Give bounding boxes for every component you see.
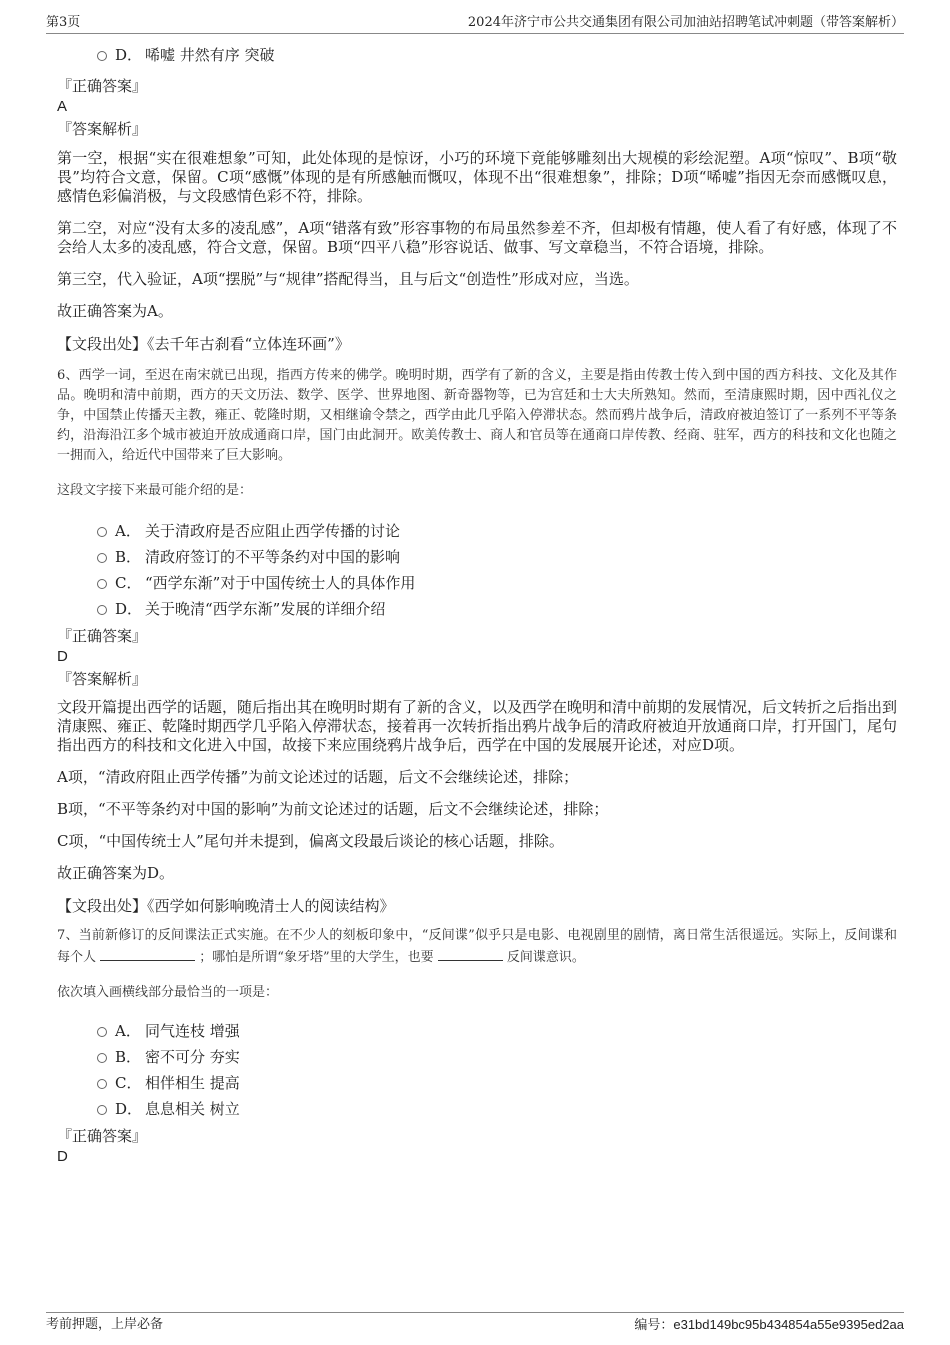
analysis-paragraph: 第三空，代入验证，A项“摆脱”与“规律”搭配得当，且与后文“创造性”形成对应，当选。 [57,270,639,288]
analysis-paragraph: 第二空，对应“没有太多的凌乱感”，A项“错落有致”形容事物的布局虽然参差不齐，但却极有情趣，使人看了有好感，体现了不会给人太多的凌乱感，符合文意，保留。B项“四平八稳”形容说话、做事、写文章稳当，不符合语境，排除。 [57,219,897,256]
option-text: 清政府签订的不平等条约对中国的影响 [145,548,401,566]
option-letter: B． [115,1048,142,1066]
option-letter: D． [115,1100,143,1118]
correct-answer: A [57,98,68,115]
analysis-paragraph: B项，“不平等条约对中国的影响”为前文论述过的话题，后文不会继续论述，排除； [57,800,609,818]
analysis-paragraph: 故正确答案为D。 [57,864,175,882]
question-stem: 7、当前新修订的反间谍法正式实施。在不少人的刻板印象中，“反间谍”似乎只是电影、电视剧里的剧情，离日常生活很遥远。实际上，反间谍和每个人 ；哪怕是所谓“象牙塔”里的大学生，也要 反间谍意识。 [57,928,897,965]
option-letter: B． [115,548,142,566]
fill-blank [100,946,195,961]
option-text: 密不可分 夯实 [145,1048,240,1066]
analysis-paragraph: 第一空，根据“实在很难想象”可知，此处体现的是惊讶，小巧的环境下竟能够雕刻出大规模的彩绘泥塑。A项“惊叹”、B项“敬畏”均符合文意，保留。C项“感慨”体现的是有所感触而慨叹，体现不出“很难想象”，排除；D项“唏嘘”指因无奈而感慨叹息，感情色彩偏消极，与文段感情色彩不符，排除。 [57,149,897,205]
analysis-paragraph: 故正确答案为A。 [57,302,173,320]
q5-option-d[interactable] [57,42,897,68]
q7-option-a[interactable] [57,1018,897,1044]
analysis-paragraph: 文段开篇提出西学的话题，随后指出其在晚明时期有了新的含义，以及西学在晚明和清中前期的发展情况，后文转折之后指出到清康熙、雍正、乾隆时期西学几乎陷入停滞状态，接着再一次转折指出鸦片战争后的清政府被迫开放通商口岸，打开国门，尾句指出西方的科技和文化进入中国，故接下来应围绕鸦片战争后，西学在中国的发展展开论述，对应D项。 [57,698,898,754]
question-prompt: 依次填入画横线部分最恰当的一项是： [57,985,279,1000]
radio-icon[interactable] [97,1027,107,1037]
option-text: 相伴相生 提高 [145,1074,240,1092]
options-list [57,1018,897,1122]
option-letter: D． [115,46,143,64]
radio-icon[interactable] [97,51,107,61]
footer-slogan: 考前押题，上岸必备 [46,1317,164,1332]
analysis-paragraph: A项，“清政府阻止西学传播”为前文论述过的话题，后文不会继续论述，排除； [57,768,579,786]
answer-label: 『正确答案』 [57,627,148,645]
document-title: 2024年济宁市公共交通集团有限公司加油站招聘笔试冲刺题（带答案解析） [467,15,904,30]
document-id: 编号：e31bd149bc95b434854a55e9395ed2aa [634,1317,904,1333]
option-text: 息息相关 树立 [145,1100,240,1118]
q6-option-c[interactable] [57,570,897,596]
option-letter: A． [115,522,141,540]
q7-option-d[interactable] [57,1096,897,1122]
q7-option-c[interactable] [57,1070,897,1096]
q7-option-b[interactable] [57,1044,897,1070]
answer-label: 『正确答案』 [57,1127,148,1145]
q6-option-d[interactable] [57,596,897,622]
question-stem: 6、西学一词，至迟在南宋就已出现，指西方传来的佛学。晚明时期，西学有了新的含义，主要是指由传教士传入到中国的西方科技、文化及其作品。晚明和清中前期，西方的天文历法、数学、医学、世界地图、新奇器物等，已为宫廷和士大夫所熟知。然而，至清康熙时期，因中西礼仪之争，中国禁止传播天主教，雍正、乾隆时期，又相继谕令禁之，西学由此几乎陷入停滞状态。然而鸦片战争后，清政府被迫签订了一系列不平等条约，沿海沿江多个城市被迫开放成通商口岸，国门由此洞开。欧美传教士、商人和官员等在通商口岸传教、经商、驻军，西方的科技和文化也随之一拥而入，给近代中国带来了巨大影响。 [57,368,897,463]
radio-icon[interactable] [97,527,107,537]
analysis-label: 『答案解析』 [57,120,148,138]
option-text: 唏嘘 井然有序 突破 [145,46,275,64]
option-letter: C． [115,1074,142,1092]
source-citation: 【文段出处】《西学如何影响晚清士人的阅读结构》 [57,897,395,915]
page-number: 第3页 [46,15,81,30]
answer-label: 『正确答案』 [57,77,148,95]
option-letter: A． [115,1022,141,1040]
radio-icon[interactable] [97,605,107,615]
analysis-label: 『答案解析』 [57,670,148,688]
page-header [46,15,904,34]
analysis-paragraph: C项，“中国传统士人”尾句并未提到，偏离文段最后谈论的核心话题，排除。 [57,832,564,850]
radio-icon[interactable] [97,1079,107,1089]
options-list [57,518,897,622]
page-content [57,40,897,1167]
question-prompt: 这段文字接下来最可能介绍的是： [57,483,253,498]
correct-answer: D [57,648,68,665]
radio-icon[interactable] [97,1105,107,1115]
q6-option-b[interactable] [57,544,897,570]
correct-answer: D [57,1148,68,1165]
radio-icon[interactable] [97,1053,107,1063]
radio-icon[interactable] [97,553,107,563]
page-footer [46,1312,904,1336]
q6-option-a[interactable] [57,518,897,544]
option-letter: D． [115,600,143,618]
option-text: 同气连枝 增强 [145,1022,240,1040]
option-text: 关于晚清“西学东渐”发展的详细介绍 [145,600,386,618]
option-text: “西学东渐”对于中国传统士人的具体作用 [145,574,416,592]
option-letter: C． [115,574,142,592]
radio-icon[interactable] [97,579,107,589]
option-text: 关于清政府是否应阻止西学传播的讨论 [145,522,401,540]
source-citation: 【文段出处】《去千年古刹看“立体连环画”》 [57,335,350,353]
fill-blank [438,946,503,961]
